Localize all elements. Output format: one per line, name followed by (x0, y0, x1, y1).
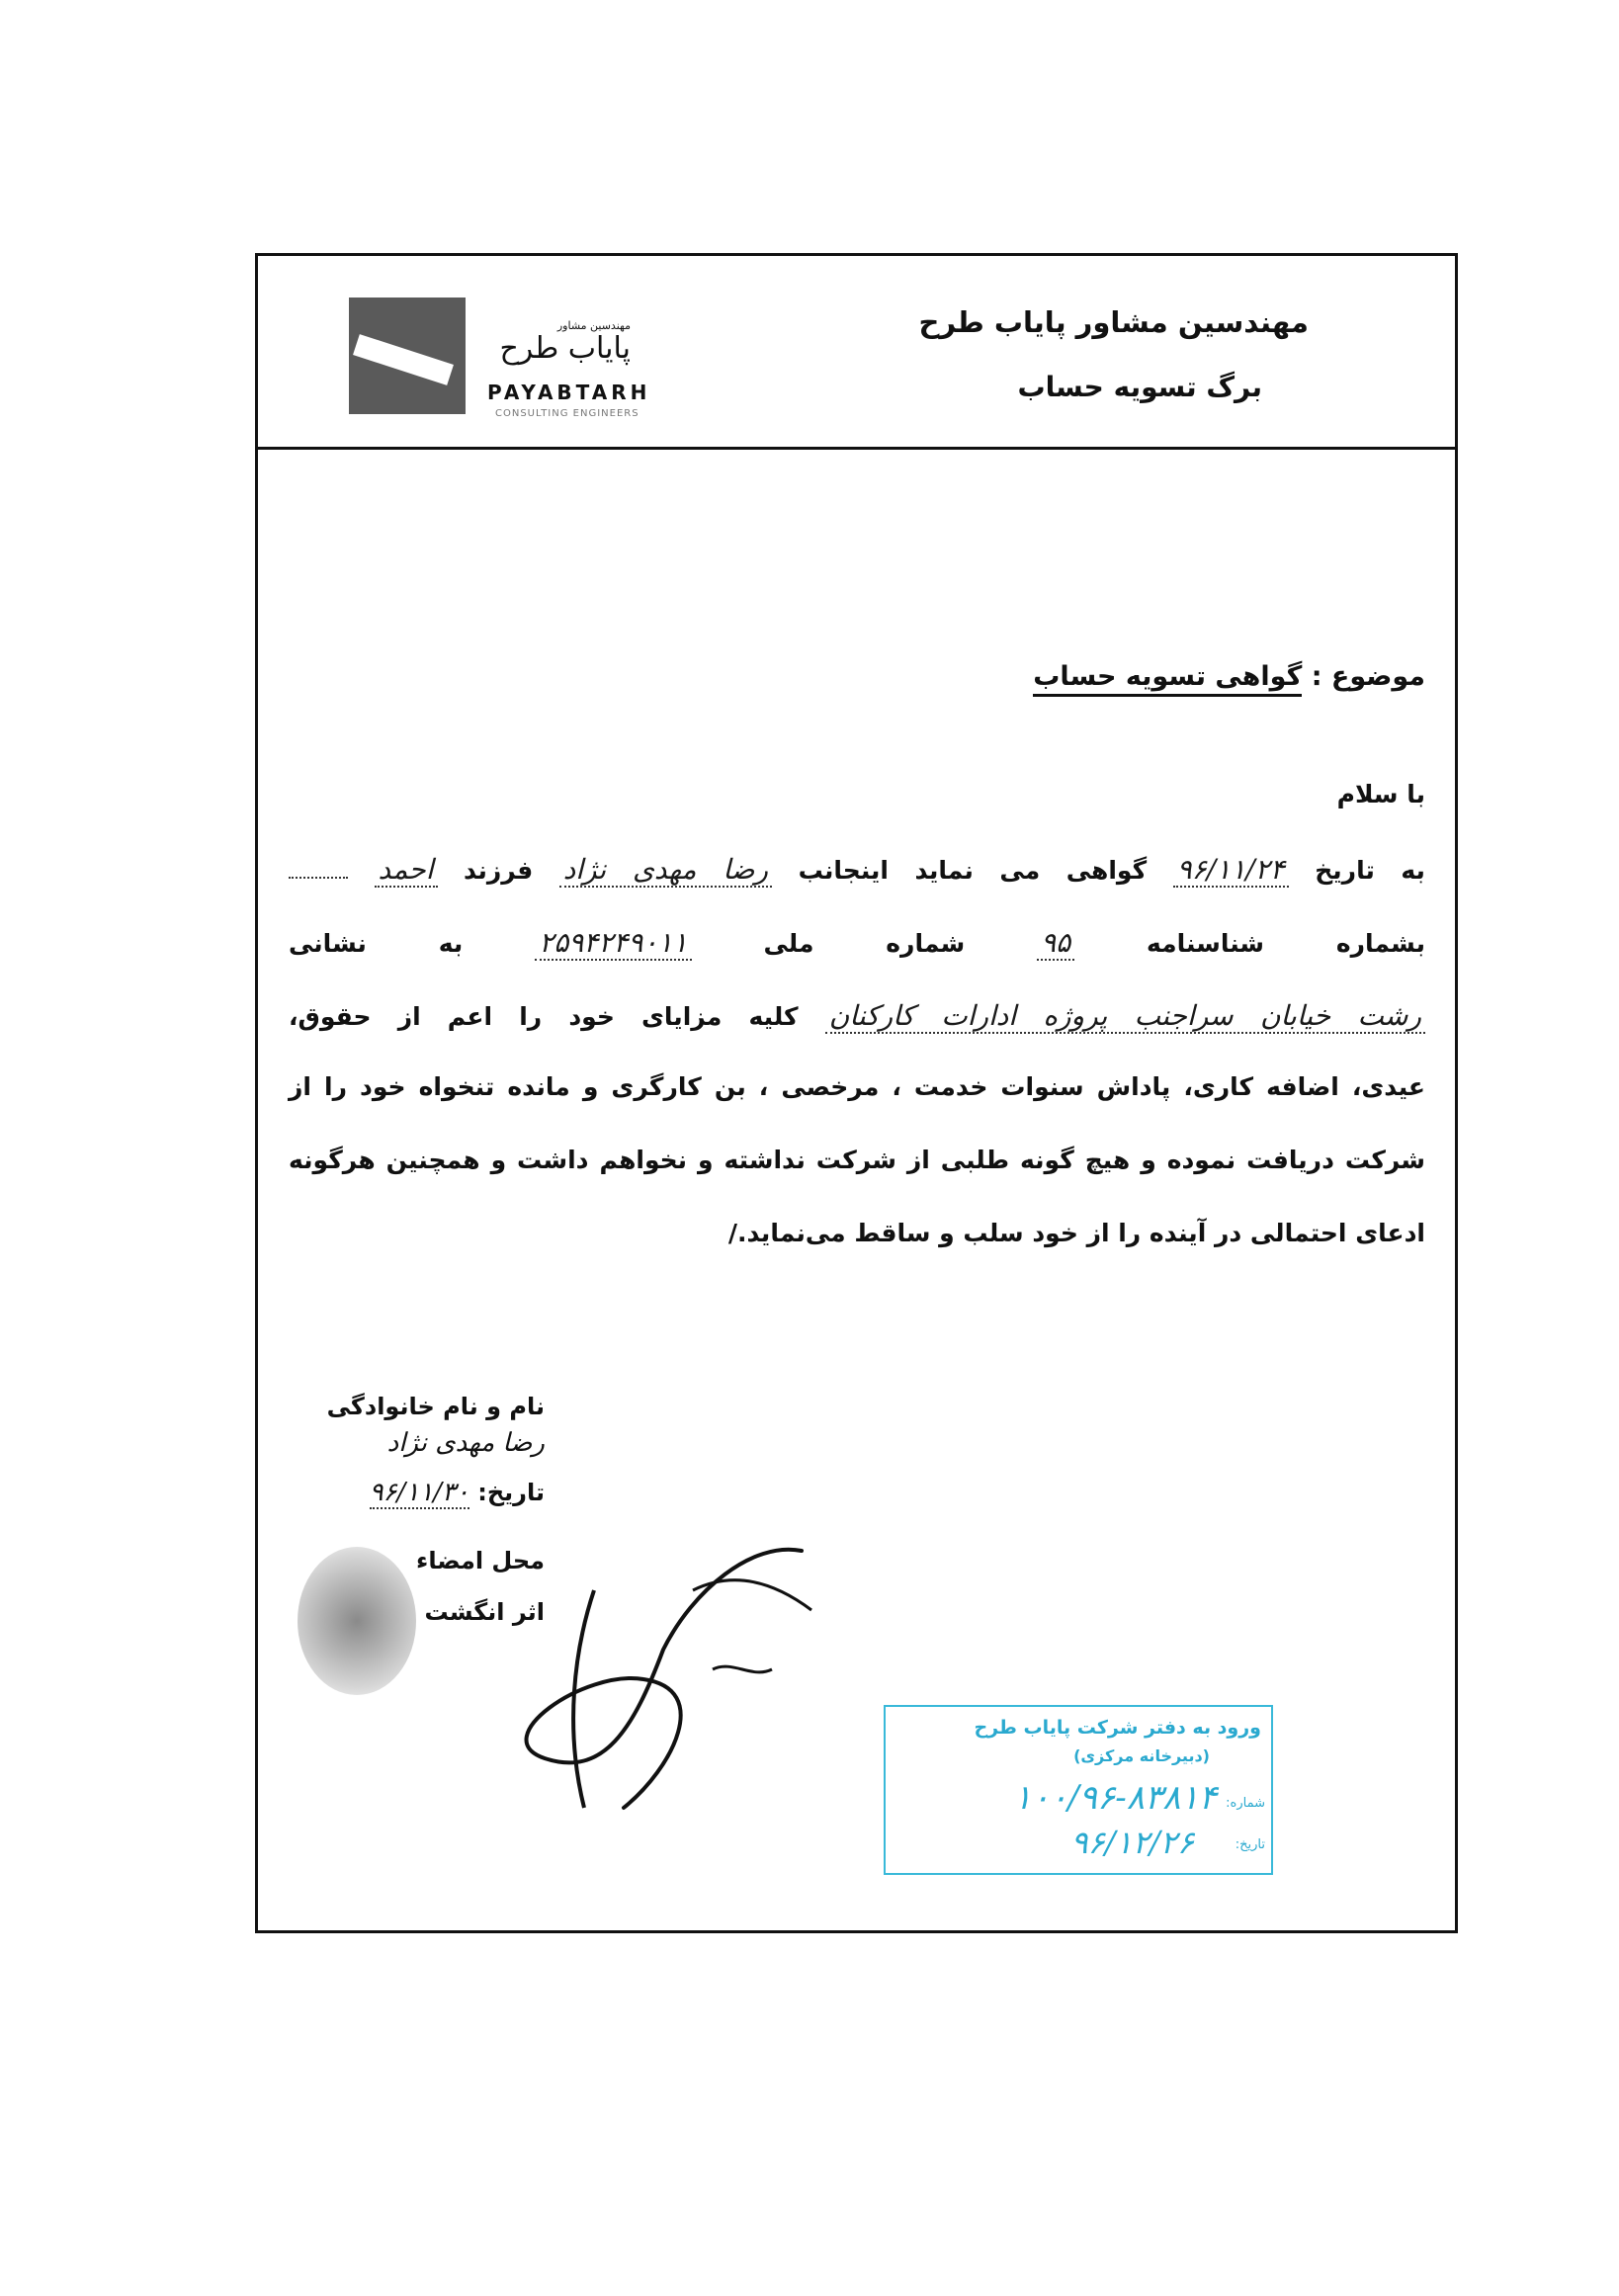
national-id-label: شماره ملی (763, 929, 966, 958)
address-label: به نشانی (289, 929, 464, 958)
subject-value: گواهی تسویه حساب (1033, 661, 1302, 697)
date-prefix: به تاریخ (1315, 856, 1425, 885)
stamp-date-label: تاریخ: (1235, 1837, 1265, 1852)
fingerprint-label: اثر انگشت (424, 1598, 545, 1626)
logo-persian-text: پایاب طرح (499, 331, 631, 366)
name-label: نام و نام خانوادگی (326, 1393, 545, 1420)
stamp-subtitle: (دبیرخانه مرکزی) (1073, 1746, 1210, 1765)
handwritten-signature (396, 1531, 910, 1828)
handwritten-national-id: ۲۵۹۴۲۴۹۰۱۱ (535, 926, 691, 961)
handwritten-date: ۹۶/۱۱/۲۴ (1173, 853, 1289, 888)
stamp-number: ۱۰۰/۹۶-۸۳۸۱۴ (1013, 1778, 1217, 1818)
logo-small-text: مهندسین مشاور (556, 319, 631, 332)
benefits-text: کلیه مزایای خود را اعم از حقوق، (289, 1002, 799, 1031)
stamp-number-label: شماره: (1226, 1796, 1265, 1811)
signature-place-label: محل امضاء (416, 1547, 545, 1574)
stamp-title: ورود به دفتر شرکت پایاب طرح (974, 1717, 1261, 1739)
greeting: با سلام (1336, 780, 1425, 808)
handwritten-address: رشت خیابان سراجنب پروژه ادارات کارکنان (825, 999, 1425, 1034)
sign-date-line (370, 1478, 545, 1507)
handwritten-sign-date: ۹۶/۱۱/۳۰ (369, 1478, 469, 1507)
sign-date-label: تاریخ: (477, 1479, 545, 1506)
child-of-label: فرزند (464, 856, 534, 885)
certify-text: گواهی می نماید اینجانب (798, 856, 1148, 885)
body-line-1 (289, 853, 1425, 886)
registration-stamp (884, 1705, 1273, 1875)
body-line-6: ادعای احتمالی در آینده را از خود سلب و ساقط می‌نماید./ (727, 1219, 1425, 1247)
handwritten-father-name: احمد (375, 853, 438, 888)
stamp-date: ۹۶/۱۲/۲۶ (1070, 1824, 1194, 1861)
header-form-title: برگ تسویه حساب (1017, 371, 1262, 403)
id-number-label: بشماره شناسنامه (1147, 929, 1425, 958)
company-logo (349, 298, 724, 426)
handwritten-signer-name: رضا مهدی نژاد (386, 1428, 545, 1458)
header-company-name: مهندسین مشاور پایاب طرح (918, 305, 1309, 339)
logo-english-text: PAYABTARH (487, 381, 651, 404)
subject-line (1033, 661, 1425, 692)
body-line-5: شرکت دریافت نموده و هیچ گونه طلبی از شرکت نداشته و نخواهم داشت و همچنین هرگونه (289, 1146, 1425, 1174)
dotted-leader (289, 876, 348, 879)
body-line-2 (289, 926, 1425, 959)
body-line-4: عیدی، اضافه کاری، پاداش سنوات خدمت ، مرخصی ، بن کارگری و مانده تنخواه خود را از (289, 1072, 1425, 1101)
logo-mark-icon (349, 298, 466, 414)
header-divider (258, 447, 1455, 450)
handwritten-id-number: ۹۵ (1037, 926, 1074, 961)
subject-label: موضوع : (1311, 661, 1425, 692)
body-line-3 (289, 999, 1425, 1032)
logo-subtitle: CONSULTING ENGINEERS (495, 408, 639, 419)
document-frame (255, 253, 1458, 1933)
handwritten-name: رضا مهدی نژاد (559, 853, 772, 888)
